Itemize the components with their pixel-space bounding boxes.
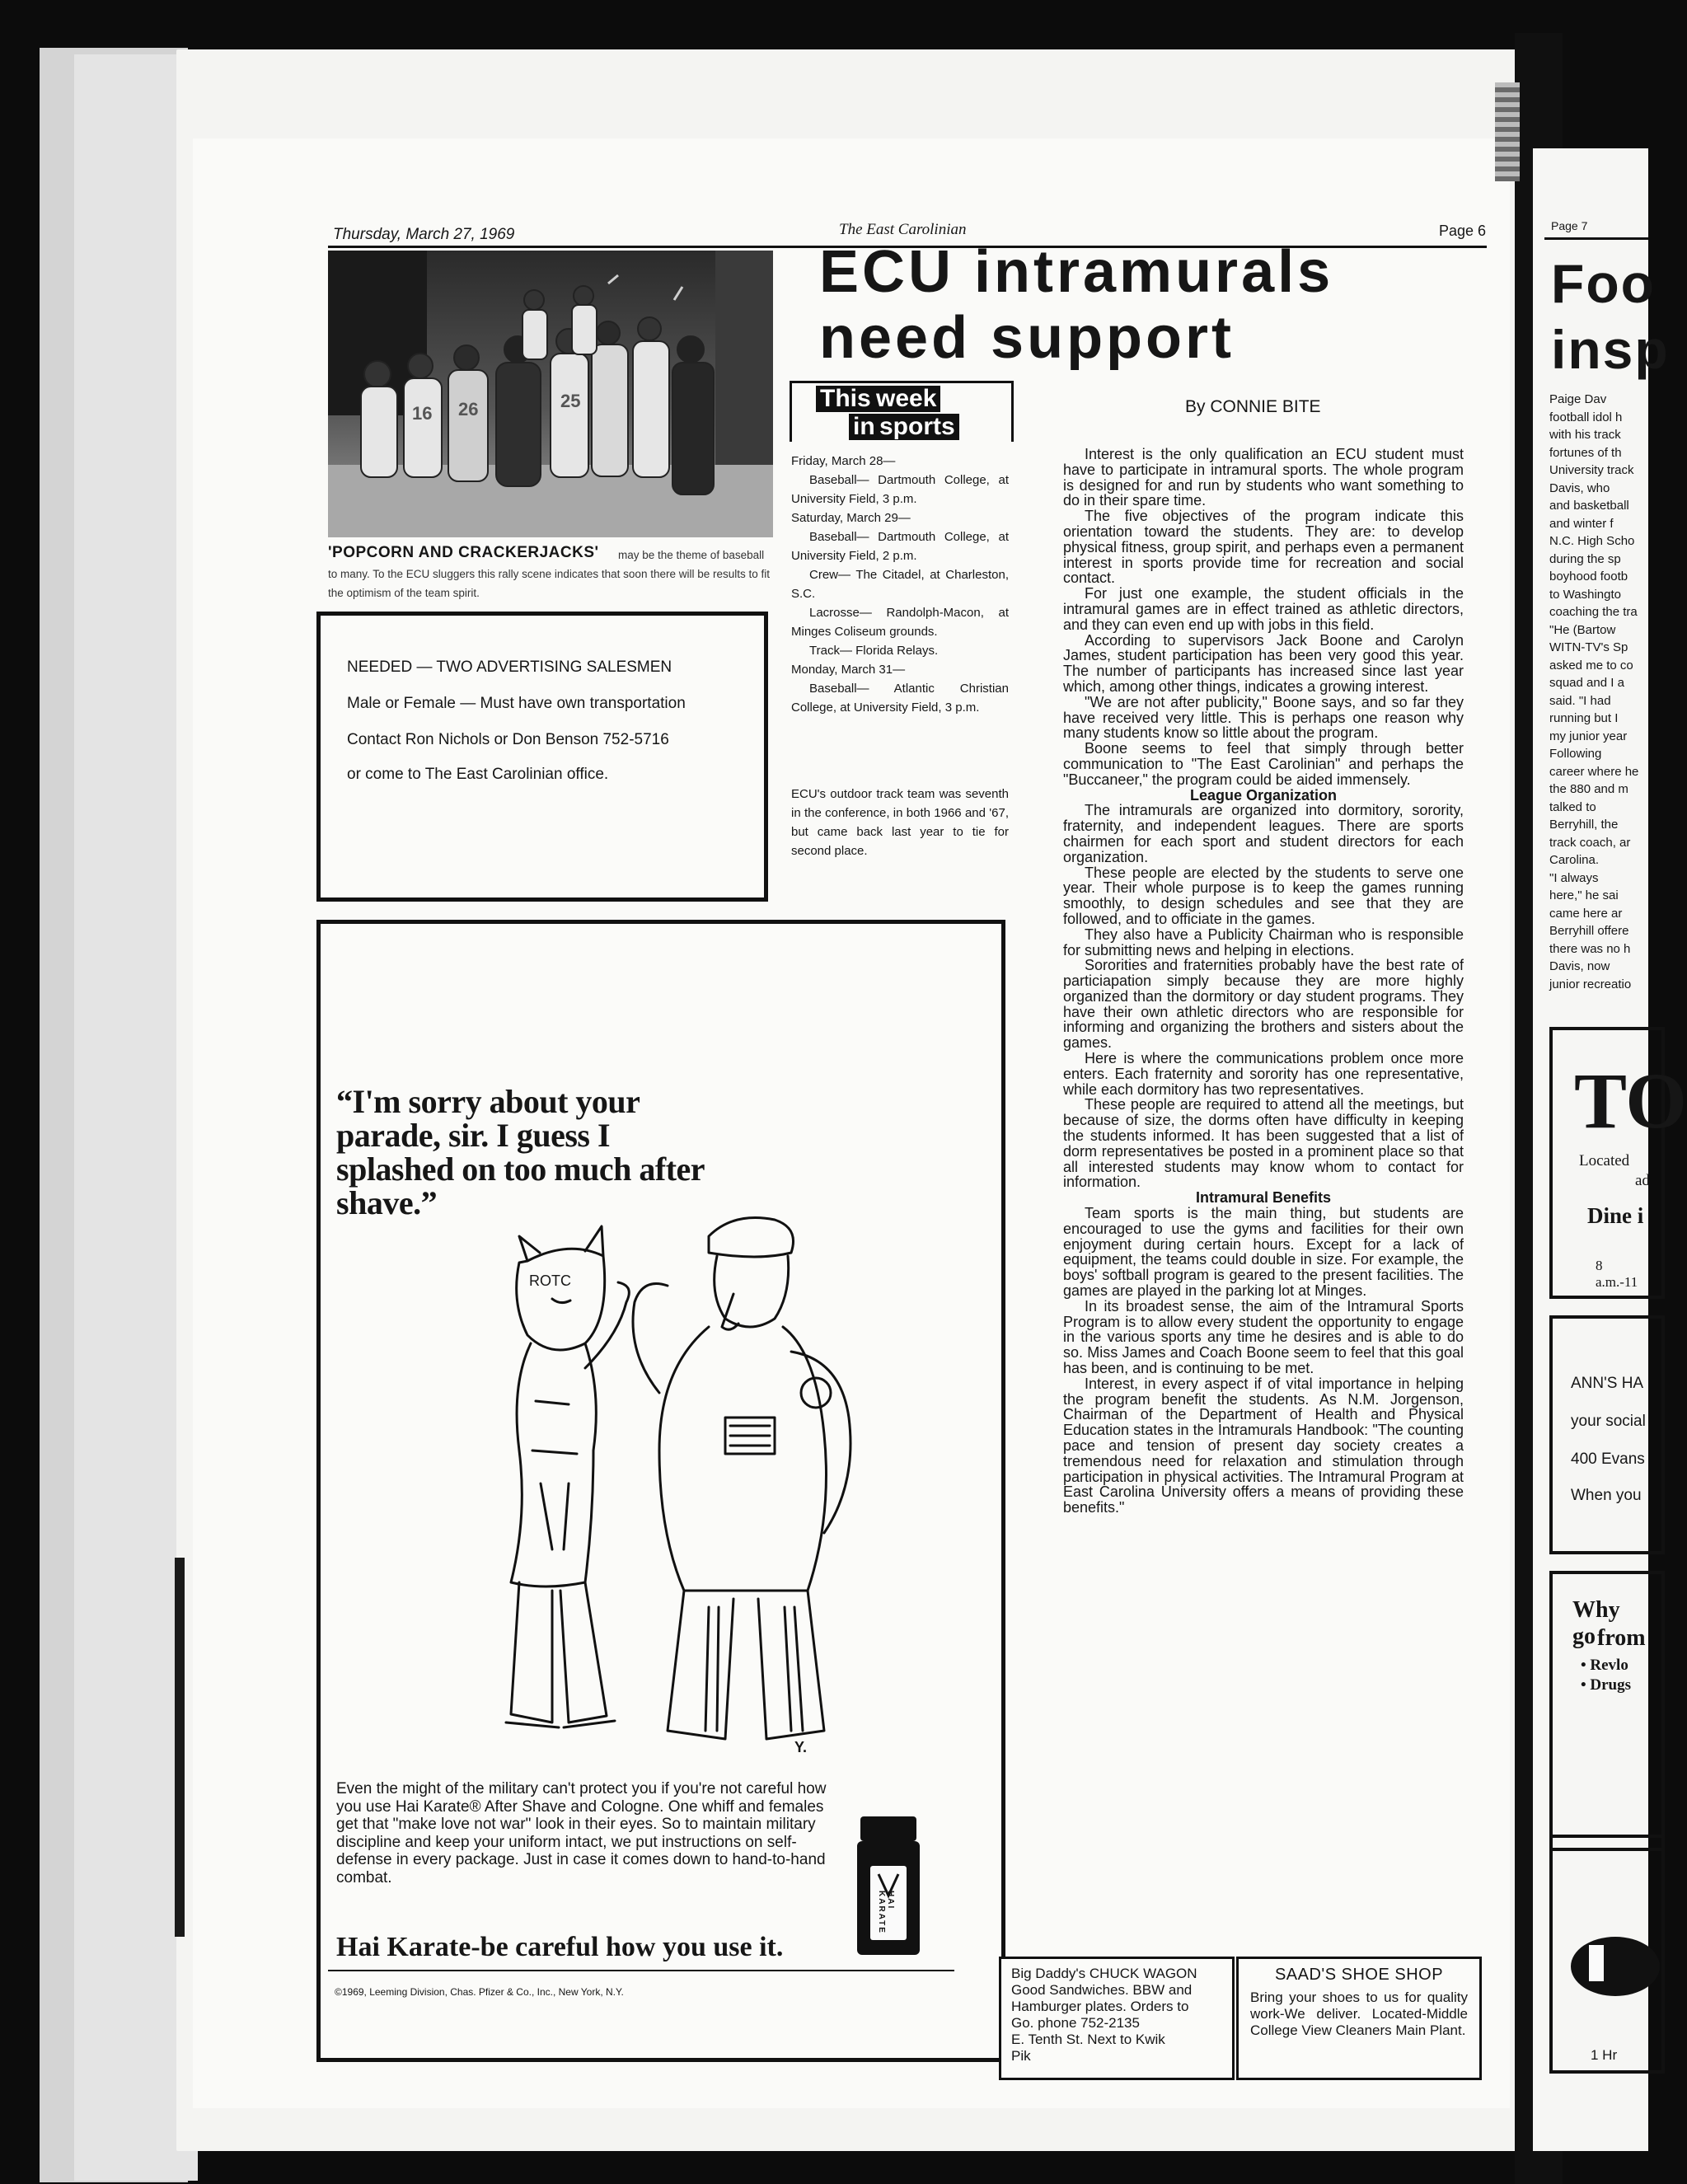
svg-text:25: 25 <box>560 391 581 411</box>
schedule-event: Baseball— Atlantic Christian College, at University Field, 3 p.m. <box>791 682 1009 715</box>
article-paragraph: The intramurals are organized into dormitory, sorority, fraternity, and independent leagues. There are sports chairmen for each sport and student directors for each organization. <box>1063 802 1464 865</box>
anns-ad-line: When you <box>1571 1487 1642 1504</box>
ad-line: Contact Ron Nichols or Don Benson 752-5716 <box>347 731 669 748</box>
right-article-line: WITN-TV's Sp <box>1549 640 1628 654</box>
right-article-line: football idol h <box>1549 410 1623 424</box>
ad-line: Good Sandwiches. BBW and <box>1011 1982 1193 1998</box>
article-paragraph: Boone seems to feel that simply through better communication to "The East Carolinian" and perhaps the "Buccaneer," the program could be aided immensely. <box>1063 740 1464 788</box>
ad-line: Hamburger plates. Orders to <box>1011 1999 1189 2014</box>
article-paragraph: The five objectives of the program indicate this orientation toward the students. They are: to develop physical fitness, group spirit, and perhaps even a permanent interest in sports provide time for recreation and social contact. <box>1063 508 1464 587</box>
label-word: in <box>849 414 879 440</box>
drugstore-ad-bullet: • Drugs <box>1581 1676 1632 1694</box>
right-article-line: the 880 and m <box>1549 782 1628 796</box>
page-number: Page 6 <box>1439 223 1487 239</box>
bottle-label: HAI KARATE <box>877 1891 895 1934</box>
anns-ad-box <box>1549 1315 1665 1554</box>
right-article-line: asked me to co <box>1549 658 1633 673</box>
right-headline-line-2: insp <box>1551 319 1670 380</box>
right-article-line: there was no h <box>1549 941 1631 956</box>
right-header-rule <box>1544 237 1648 240</box>
drugstore-ad-line: Why go <box>1572 1597 1620 1649</box>
article-subhead: League Organization <box>1189 786 1338 804</box>
right-article-line: University track <box>1549 463 1634 477</box>
article-byline: By CONNIE BITE <box>1185 397 1321 416</box>
ad-quote: “I'm sorry about your parade, sir. I guess I splashed on too much after shave.” <box>336 1083 705 1221</box>
right-article-line: with his track <box>1549 428 1621 442</box>
cleaners-logo <box>1566 1933 1657 1999</box>
right-article-line: squad and I a <box>1549 676 1624 690</box>
label-word: week <box>872 386 940 412</box>
ad-slogan: Hai Karate-be careful how you use it. <box>336 1932 784 1962</box>
right-article-line: career where he <box>1549 764 1639 779</box>
article-paragraph: According to supervisors Jack Boone and Carolyn James, student participation has been very good this year. The number of participants has increased since last year which, among other things, indicates a growing interest. <box>1063 631 1464 695</box>
baseball-team-photo <box>328 251 773 537</box>
label-word: sports <box>875 414 959 440</box>
right-article-line: coaching the tra <box>1549 605 1638 619</box>
drugstore-ad-bullet: • Revlo <box>1581 1657 1628 1674</box>
svg-text:26: 26 <box>458 399 479 419</box>
anns-ad-line: 400 Evans <box>1571 1451 1645 1468</box>
ad-rule <box>328 1970 954 1971</box>
ad-line: or come to The East Carolinian office. <box>347 766 609 783</box>
ad-line: Big Daddy's CHUCK WAGON <box>1011 1966 1197 1981</box>
ad-line: E. Tenth St. Next to Kwik <box>1011 2032 1165 2047</box>
right-headline <box>1551 251 1670 382</box>
track-team-note: ECU's outdoor track team was seventh in the conference, in both 1966 and '67, but came back last year to tie for second place. <box>791 787 1009 858</box>
chuck-wagon-ad <box>999 1957 1235 2080</box>
right-article-line: Berryhill, the <box>1549 818 1619 832</box>
binding-shadow <box>175 1558 185 1937</box>
right-article-line: track coach, ar <box>1549 835 1631 850</box>
right-article-line: "He (Bartow <box>1549 622 1616 637</box>
restaurant-ad-line: Dine i <box>1587 1203 1644 1228</box>
ad-line: Go. phone 752-2135 <box>1011 2015 1140 2031</box>
article-paragraph: For just one example, the student officials in the intramural games are in effect trained as athletic directors, and they can even end up with jobs in this field. <box>1063 585 1464 633</box>
masthead-name: The East Carolinian <box>839 221 967 238</box>
article-paragraph: Interest, in every aspect if of vital importance in helping the program benefit the students. As N.M. Jorgenson, Chairman of the Department of Health and Physical Education states in the Intramurals Handbook: "The counting pace and tension of present day society creates a tremendous need for relaxation and stimulation through participation in physical activities. The Intramural Program at East Carolina University offers a means of providing these benefits." <box>1063 1375 1464 1516</box>
restaurant-ad-name: TO <box>1574 1057 1687 1145</box>
schedule-day: Monday, March 31— <box>791 663 906 677</box>
photo-caption: may be the theme of baseball to many. To the ECU sluggers this rally scene indicates that soon there will be results to fit the optimism of the team spirit. <box>328 549 771 599</box>
right-article-line: and winter f <box>1549 516 1614 531</box>
cartoon-label: ROTC <box>529 1272 571 1289</box>
drugstore-ad-line: from <box>1597 1625 1646 1651</box>
right-article-line: Davis, now <box>1549 959 1610 973</box>
right-article-line: N.C. High Scho <box>1549 534 1635 548</box>
ad-title: SAAD'S SHOE SHOP <box>1274 1966 1444 1984</box>
right-page-number: Page 7 <box>1551 219 1588 232</box>
ad-line: Male or Female — Must have own transportation <box>347 695 686 712</box>
ad-body: Bring your shoes to us for quality work-We deliver. Located-Middle College View Cleaners Main Plant. <box>1250 1990 1468 2038</box>
binding-tape <box>1495 82 1520 181</box>
headline-line-2: need support <box>819 305 1235 371</box>
restaurant-ad-line: Located <box>1579 1152 1630 1169</box>
right-article-line: talked to <box>1549 799 1596 814</box>
schedule-day: Saturday, March 29— <box>791 511 911 525</box>
article-paragraph: Sororities and fraternities probably have the best rate of particiapation simply because they are more highly organized than the dormitory or day student programs. They have their own athletic directors who are responsible for informing and organizing the brothers and sisters about the games. <box>1063 957 1464 1052</box>
schedule-event: Lacrosse— Randolph-Macon, at Minges Coliseum grounds. <box>791 606 1009 639</box>
article-paragraph: Here is where the communications problem once more enters. Each fraternity and sorority has one representative, while each dormitory has two representatives. <box>1063 1050 1464 1098</box>
classified-ad-salesmen <box>316 612 768 902</box>
right-article-line: here," he sai <box>1549 888 1619 902</box>
article-paragraph: In its broadest sense, the aim of the Intramural Sports Program is to allow every student the opportunity to engage in the various sports any time he desires and is able to do so. Miss James and Coach Boone seem to feel that this goal has been, and is continuing to be met. <box>1063 1297 1464 1377</box>
right-article-line: "I always <box>1549 870 1599 885</box>
right-article-line: to Washingto <box>1549 587 1621 602</box>
schedule-day: Friday, March 28— <box>791 454 896 468</box>
restaurant-ad-hours: 8 a.m.-11 <box>1596 1258 1638 1290</box>
ad-line: Pik <box>1011 2048 1031 2064</box>
right-article-line: Following <box>1549 747 1602 761</box>
anns-ad-line: ANN'S HA <box>1571 1375 1644 1392</box>
ad-line: NEEDED — TWO ADVERTISING SALESMEN <box>347 658 672 676</box>
right-article-line: running but I <box>1549 711 1619 725</box>
article-body <box>1063 447 1464 1516</box>
this-week-in-sports-box <box>790 381 1014 442</box>
right-article-line: and basketball <box>1549 499 1629 513</box>
right-article-line: came here ar <box>1549 906 1623 921</box>
aftershave-bottle-image <box>855 1816 921 1957</box>
schedule-event: Baseball— Dartmouth College, at University Field, 2 p.m. <box>791 530 1009 563</box>
article-paragraph: They also have a Publicity Chairman who is responsible for submitting news and helping in elections. <box>1063 926 1464 958</box>
article-paragraph: Team sports is the main thing, but students are encouraged to use the gyms and facilities for their own enjoyment during certain hours. Except for a lack of equipment, the teams could double in size. For example, the boys' softball program is geared to the present facilities. The games are played in the parking lot at Minges. <box>1063 1205 1464 1300</box>
right-article-line: Davis, who <box>1549 480 1610 495</box>
article-subhead: Intramural Benefits <box>1195 1189 1332 1207</box>
issue-date: Thursday, March 27, 1969 <box>333 226 515 243</box>
cartoon-signature: Y. <box>794 1739 808 1755</box>
right-article-line: fortunes of th <box>1549 445 1622 460</box>
ad-copyright: ©1969, Leeming Division, Chas. Pfizer & Co., Inc., New York, N.Y. <box>335 1986 624 1998</box>
saads-shoe-shop-ad <box>1236 1957 1482 2080</box>
article-paragraph: These people are required to attend all the meetings, but because of size, the dorms often have difficulty in keeping the students informed. It has been suggested that a list of dorm representatives be posted in a prominent place so that all interested students may know whom to contact for information. <box>1063 1096 1464 1191</box>
right-headline-line-1: Foo <box>1551 253 1656 314</box>
label-word: This <box>816 386 875 412</box>
right-article-line: Carolina. <box>1549 853 1600 867</box>
headline-line-1: ECU intramurals <box>819 239 1334 305</box>
page-edge-marking <box>86 940 119 1302</box>
cartoon-illustration <box>462 1203 890 1772</box>
article-paragraph: These people are elected by the students to serve one year. Their whole purpose is to keep the games running smoothly, to design schedules and see that they are followed, and to officiate in the games. <box>1063 864 1464 927</box>
anns-ad-line: your social <box>1571 1413 1646 1430</box>
right-article-column <box>1549 391 1657 993</box>
article-paragraph: Interest is the only qualification an ECU student must have to participate in intramural sports. The whole program is designed for and run by students who want something to do in their spare time. <box>1063 446 1464 509</box>
schedule-event: Crew— The Citadel, at Charleston, S.C. <box>791 568 1009 601</box>
right-article-line: boyhood footb <box>1549 569 1628 583</box>
right-article-line: during the sp <box>1549 551 1621 566</box>
restaurant-ad-line: ad <box>1635 1172 1650 1189</box>
ad-body-copy: Even the might of the military can't protect you if you're not careful how you use Hai Karate® After Shave and Cologne. One whiff and females get that "make love not war" look in their eyes. So to maintain military discipline and keep your uniform intact, we put instructions on self-defense in every package. Just in case it comes down to hand-to-hand combat. <box>336 1780 827 1886</box>
schedule-event: Baseball— Dartmouth College, at University Field, 3 p.m. <box>791 473 1009 506</box>
schedule-event: Track— Florida Relays. <box>809 644 939 658</box>
article-headline <box>819 239 1396 371</box>
cleaners-ad-text: 1 Hr <box>1591 2047 1618 2063</box>
right-article-line: Paige Dav <box>1549 392 1607 406</box>
article-paragraph: "We are not after publicity," Boone says, and so far they have received very little. This is perhaps one reason why many students know so little about the program. <box>1063 693 1464 742</box>
right-article-line: my junior year <box>1549 729 1628 743</box>
photo-caption-lead: 'POPCORN AND CRACKERJACKS' <box>328 544 599 561</box>
right-article-line: Berryhill offere <box>1549 924 1629 938</box>
right-article-line: said. "I had <box>1549 693 1611 708</box>
svg-text:16: 16 <box>412 403 433 424</box>
right-article-line: junior recreatio <box>1549 977 1632 991</box>
sports-schedule <box>791 452 1009 717</box>
